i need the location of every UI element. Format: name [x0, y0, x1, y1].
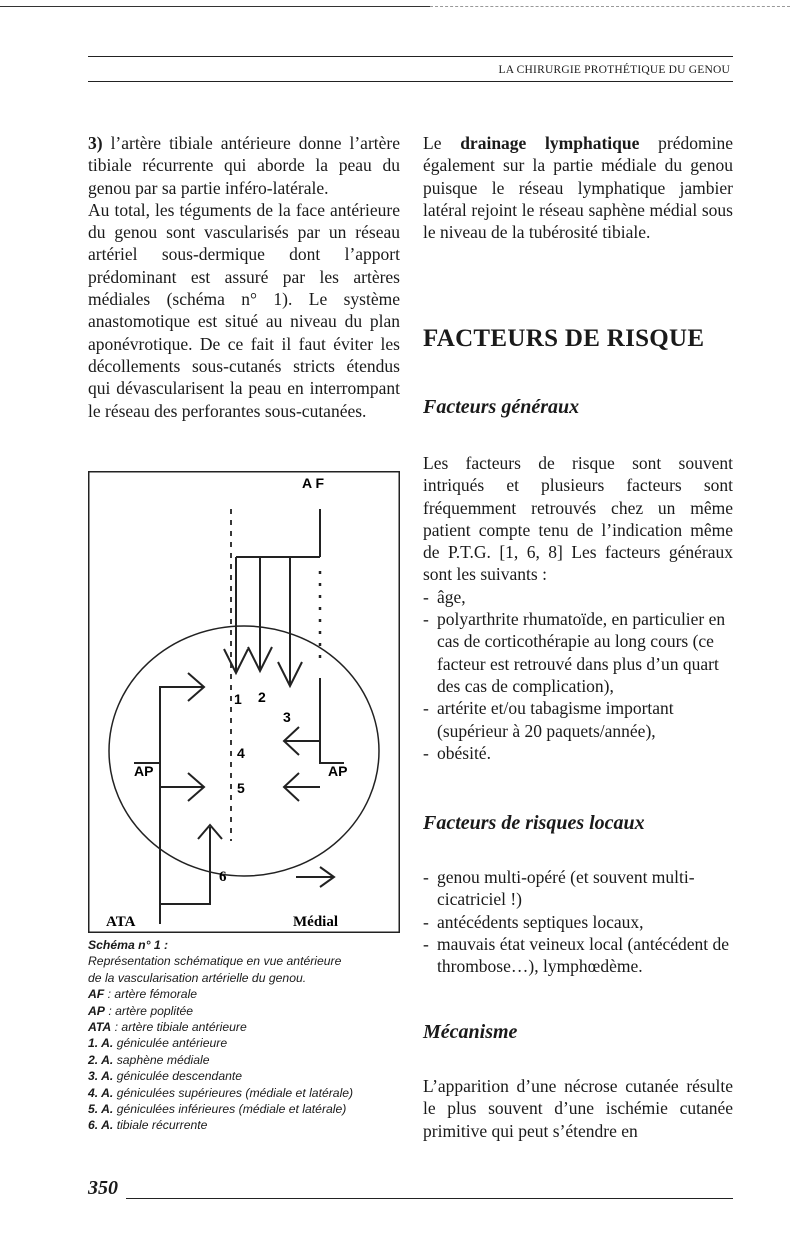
general-factors-intro: Les facteurs de risque sont souvent intriqués et plusieurs facteurs sont fréquemment retrouvés chez un même patient compte tenu de l’indication même de P.T.G. [1, 6, 8] Les facteurs généraux sont les suivants : [423, 453, 733, 585]
caption-title: Schéma n° 1 : [88, 938, 169, 952]
footer-rule [126, 1198, 733, 1199]
section-title: FACTEURS DE RISQUE [423, 325, 705, 352]
drainage-paragraph: Le drainage lymphatique prédomine également sur la partie médiale du genou puisque le réseau lymphatique jambier latéral rejoint le réseau saphène médial sous le niveau de la tubérosité tibiale. [423, 133, 733, 243]
popliteal-right [320, 678, 344, 763]
caption-item: 3. A. géniculée descendante [88, 1069, 243, 1084]
caption-item: 2. A. saphène médiale [88, 1052, 210, 1067]
number-1: 1 [234, 691, 242, 707]
caption-item: ATA : artère tibiale antérieure [88, 1020, 247, 1035]
list-item: - artérite et/ou tabagisme important (supérieur à 20 paquets/année), [423, 697, 733, 742]
paragraph-summary: Au total, les téguments de la face antérieure du genou sont vascularisés par un réseau artériel sous-dermique dont l’apport prédominant est assuré par les artères médiales (schéma n° 1). Le système anastomotique est situé au niveau du plan aponévrotique. De ce fait il faut éviter les décollements sous-cutanés stricts étendus qui dévascularisent la peau en interrompant le réseau des perforantes sous-cutanées. [88, 199, 400, 421]
caption-item: AF : artère fémorale [88, 987, 198, 1002]
header-top-rule [88, 56, 733, 57]
mechanism-paragraph: L’apparition d’une nécrose cutanée résulte le plus souvent d’une ischémie cutanée primitive qui peut s’étendre en [423, 1076, 733, 1141]
subsection-title-mechanism: Mécanisme [423, 1021, 518, 1043]
paragraph-number: 3) [88, 133, 103, 153]
list-item: - mauvais état veineux local (antécédent de thrombose…), lymphœdème. [423, 933, 733, 978]
top-edge-line-faint [430, 6, 790, 7]
diagram-frame [89, 472, 400, 933]
general-factors-block [423, 452, 733, 764]
number-2: 2 [258, 689, 266, 705]
local-factors-block [423, 866, 733, 977]
list-item: - âge, [423, 586, 733, 608]
figure-caption [88, 937, 408, 1134]
list-item: - polyarthrite rhumatoïde, en particulier en cas de corticothérapie au long cours (ce facteur est retrouvé dans plus d’un quart des cas de complication), [423, 608, 733, 697]
local-factors-list [423, 866, 733, 977]
number-4: 4 [237, 745, 245, 761]
label-af: A F [302, 475, 325, 491]
general-factors-list [423, 586, 733, 764]
caption-item: AP : artère poplitée [88, 1003, 194, 1018]
page-number: 350 [88, 1177, 118, 1199]
caption-item: 4. A. géniculées supérieures (médiale et latérale) [88, 1085, 354, 1100]
subsection-title-general: Facteurs généraux [423, 396, 580, 418]
recurrent-tibial-line [160, 827, 210, 904]
caption-description-1: Représentation schématique en vue antérieure [88, 954, 342, 969]
number-5: 5 [237, 780, 245, 796]
label-medial: Médial [293, 914, 338, 930]
list-item: - genou multi-opéré (et souvent multi-cicatriciel !) [423, 866, 733, 911]
caption-item: 5. A. géniculées inférieures (médiale et latérale) [88, 1102, 347, 1117]
caption-description-2: de la vascularisation artérielle du genou. [88, 970, 307, 985]
paragraph-tibial-artery [88, 132, 400, 199]
top-edge-line [0, 6, 430, 7]
label-ap-left: AP [134, 763, 154, 779]
label-ap-right: AP [328, 763, 348, 779]
caption-item: 1. A. géniculée antérieure [88, 1036, 228, 1051]
knee-vascular-diagram [88, 471, 400, 933]
drainage-bold: drainage lymphatique [460, 133, 640, 153]
label-ata: ATA [106, 914, 136, 930]
running-title: LA CHIRURGIE PROTHÉTIQUE DU GENOU [498, 64, 730, 76]
popliteal-left-upper [134, 687, 204, 763]
number-6: 6 [219, 869, 227, 885]
paragraph-text: l’artère tibiale antérieure donne l’artère tibiale récurrente qui aborde la peau du genou par sa partie inféro-latérale. [88, 133, 400, 198]
left-column-text [88, 132, 400, 422]
list-item: - antécédents septiques locaux, [423, 911, 733, 933]
number-3: 3 [283, 709, 291, 725]
caption-item: 6. A. tibiale récurrente [88, 1118, 208, 1133]
header-bottom-rule [88, 81, 733, 82]
list-item: - obésité. [423, 742, 733, 764]
subsection-title-local: Facteurs de risques locaux [423, 812, 645, 834]
